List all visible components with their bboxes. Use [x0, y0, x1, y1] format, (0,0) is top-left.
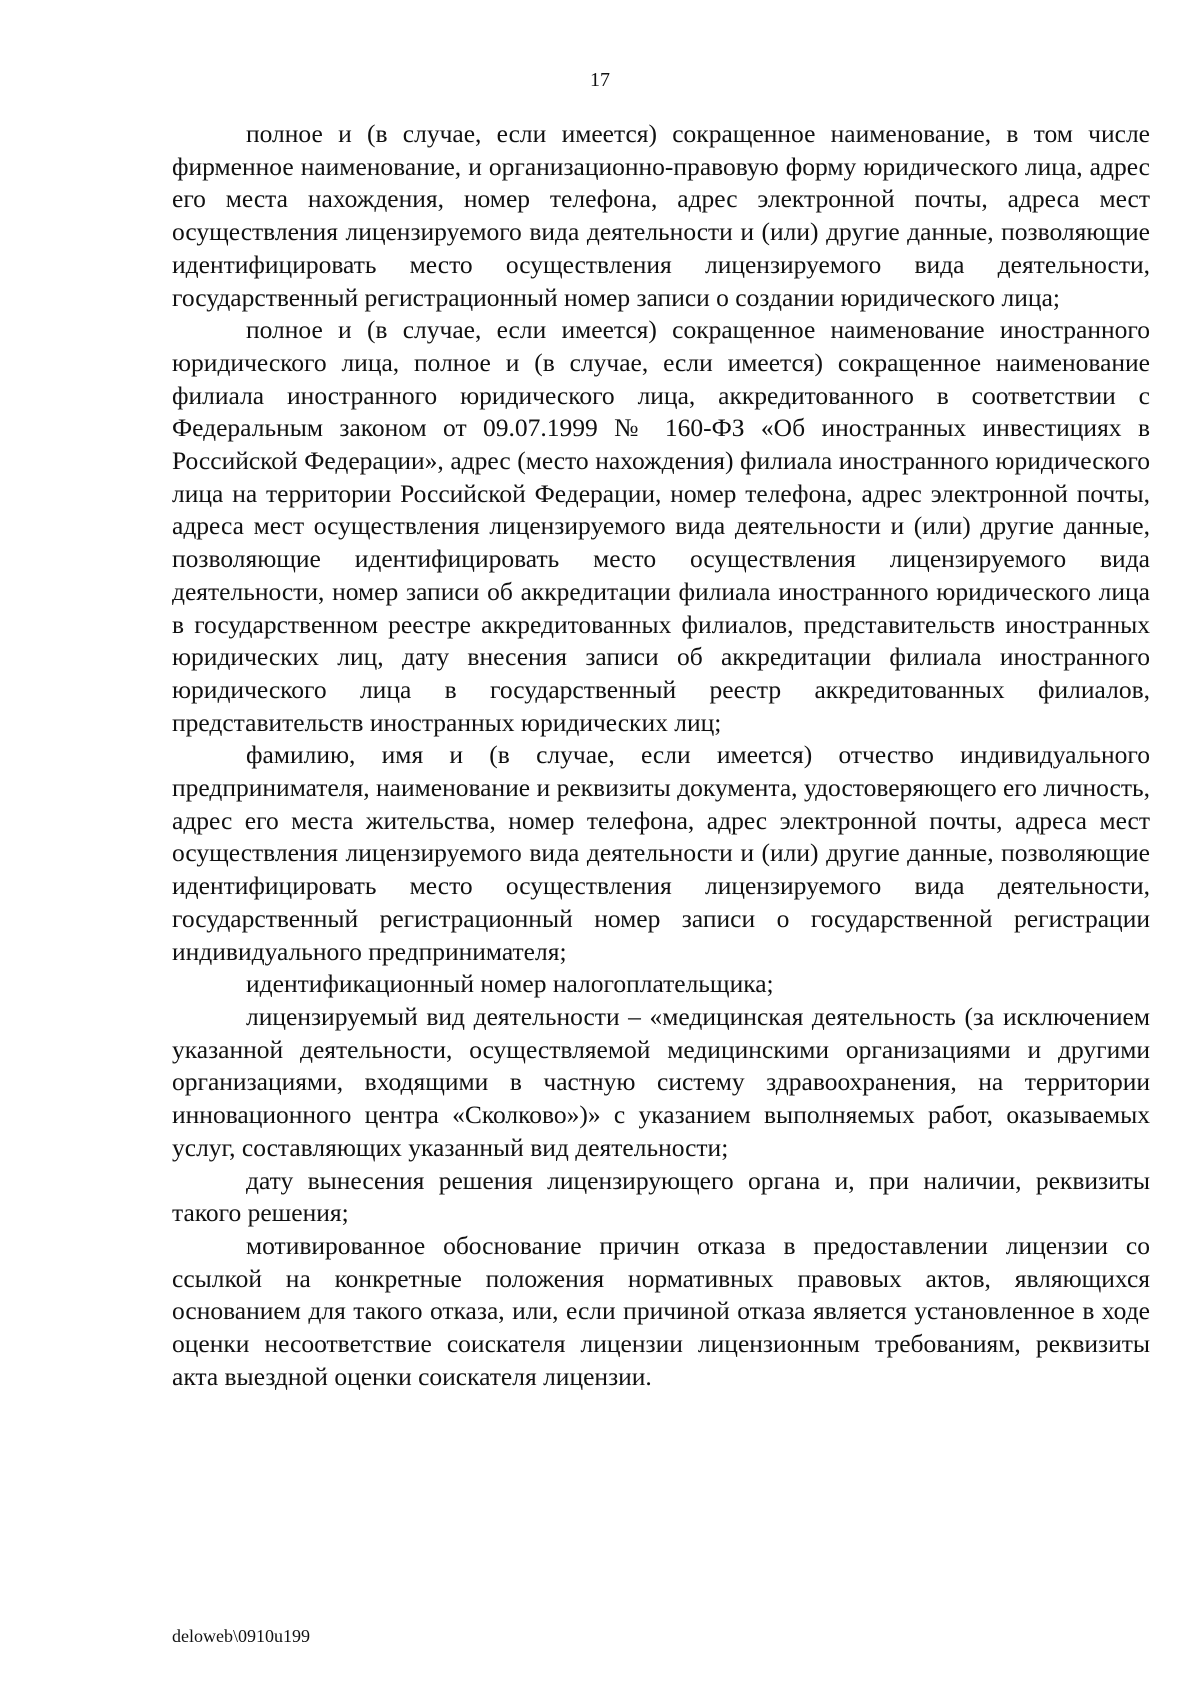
paragraph-refusal-grounds: мотивированное обоснование причин отказа в предоставлении лицензии со ссылкой на конкретные положения нормативных правовых актов, являющихся основанием для такого отказа, или, если причиной отказа является установленное в ходе оценки несоответствие соискателя лицензии лицензионным требованиям, реквизиты акта выездной оценки соискателя лицензии.	[172, 1230, 1150, 1391]
paragraph-decision-date: дату вынесения решения лицензирующего органа и, при наличии, реквизиты такого решения;	[172, 1165, 1150, 1228]
paragraph-taxpayer-number: идентификационный номер налогоплательщика;	[246, 969, 774, 999]
document-body	[172, 118, 1150, 1393]
page-number: 17	[590, 69, 610, 91]
paragraph-entrepreneur-details: фамилию, имя и (в случае, если имеется) отчество индивидуального предпринимателя, наименование и реквизиты документа, удостоверяющего его личность, адрес его места жительства, номер телефона, адрес электронной почты, адреса мест осуществления лицензируемого вида деятельности и (или) другие данные, позволяющие идентифицировать место осуществления лицензируемого вида деятельности, государственный регистрационный номер записи о государственной регистрации индивидуального предпринимателя;	[172, 740, 1150, 966]
paragraph-licensed-activity: лицензируемый вид деятельности – «медицинская деятельность (за исключением указанной деятельности, осуществляемой медицинскими организациями и другими организациями, входящими в частную систему здравоохранения, на территории инновационного центра «Сколково»)» с указанием выполняемых работ, оказываемых услуг, составляющих указанный вид деятельности;	[172, 1001, 1150, 1162]
footer-document-code: deloweb\0910u199	[172, 1626, 310, 1646]
paragraph-legal-entity-details: полное и (в случае, если имеется) сокращенное наименование, в том числе фирменное наименование, и организационно-правовую форму юридического лица, адрес его места нахождения, номер телефона, адрес электронной почты, адреса мест осуществления лицензируемого вида деятельности и (или) другие данные, позволяющие идентифицировать место осуществления лицензируемого вида деятельности, государственный регистрационный номер записи о создании юридического лица;	[172, 119, 1150, 312]
paragraph-foreign-entity-details: полное и (в случае, если имеется) сокращенное наименование иностранного юридического лица, полное и (в случае, если имеется) сокращенное наименование филиала иностранного юридического лица, аккредитованного в соответствии с Федеральным законом от 09.07.1999 № 160-ФЗ «Об иностранных инвестициях в Российской Федерации», адрес (место нахождения) филиала иностранного юридического лица на территории Российской Федерации, номер телефона, адрес электронной почты, адреса мест осуществления лицензируемого вида деятельности и (или) другие данные, позволяющие идентифицировать место осуществления лицензируемого вида деятельности, номер записи об аккредитации филиала иностранного юридического лица в государственном реестре аккредитованных филиалов, представительств иностранных юридических лиц, дату внесения записи об аккредитации филиала иностранного юридического лица в государственный реестр аккредитованных филиалов, представительств иностранных юридических лиц;	[172, 315, 1150, 737]
